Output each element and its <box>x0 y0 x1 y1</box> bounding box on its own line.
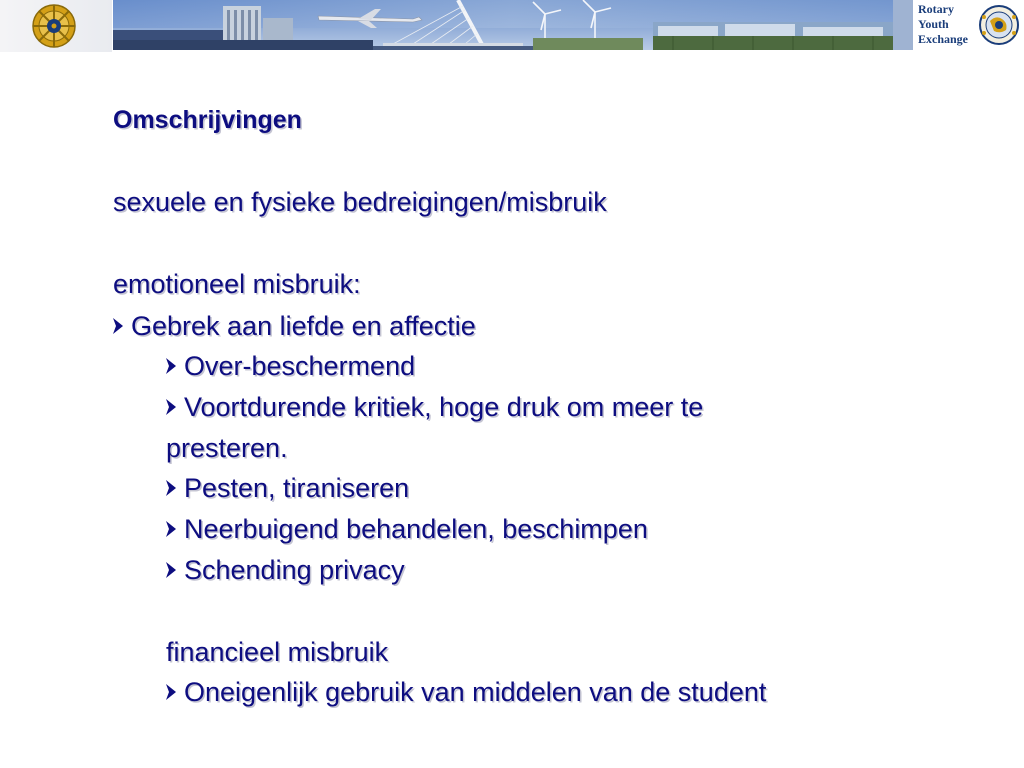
bullet-item <box>166 554 405 586</box>
bullet-text: Schending privacy <box>184 555 405 585</box>
bullet-text: Oneigenlijk gebruik van middelen van de student <box>184 677 767 707</box>
bullet-item <box>166 513 648 545</box>
bullet-item <box>113 310 476 342</box>
header-photo-collage <box>113 0 913 50</box>
bullet-text: Gebrek aan liefde en affectie <box>131 311 476 341</box>
arrow-bullet-icon <box>166 478 176 498</box>
bullet-text-continuation: presteren. <box>166 433 288 463</box>
arrow-bullet-icon <box>166 356 176 376</box>
bullet-item <box>166 472 409 504</box>
bullet-item <box>166 391 703 423</box>
arrow-bullet-icon <box>166 682 176 702</box>
sexual-abuse-line: sexuele en fysieke bedreigingen/misbruik <box>113 187 607 217</box>
bullet-item <box>166 676 766 708</box>
emotional-abuse-heading: emotioneel misbruik: <box>113 269 361 299</box>
financial-abuse-heading: financieel misbruik <box>166 637 389 667</box>
bullet-text: Pesten, tiraniseren <box>184 473 410 503</box>
bullet-text: Neerbuigend behandelen, beschimpen <box>184 514 648 544</box>
arrow-bullet-icon <box>166 397 176 417</box>
rotary-wheel-icon <box>30 2 78 50</box>
arrow-bullet-icon <box>166 519 176 539</box>
rotary-logo-panel <box>0 0 112 52</box>
rye-wordmark <box>918 2 968 47</box>
rye-line-rotary: Rotary <box>918 2 954 16</box>
header-banner <box>0 0 1024 52</box>
slide-title: Omschrijvingen <box>113 106 302 134</box>
bullet-text: Voortdurende kritiek, hoge druk om meer te <box>184 392 704 422</box>
arrow-bullet-icon <box>166 560 176 580</box>
arrow-bullet-icon <box>113 316 123 336</box>
bullet-text: Over-beschermend <box>184 351 416 381</box>
rye-line-youth: Youth <box>918 17 949 31</box>
rotary-youth-exchange-logo <box>913 0 1024 52</box>
bullet-item <box>166 350 415 382</box>
rye-line-exchange: Exchange <box>918 32 969 46</box>
youth-exchange-globe-icon <box>978 3 1020 47</box>
